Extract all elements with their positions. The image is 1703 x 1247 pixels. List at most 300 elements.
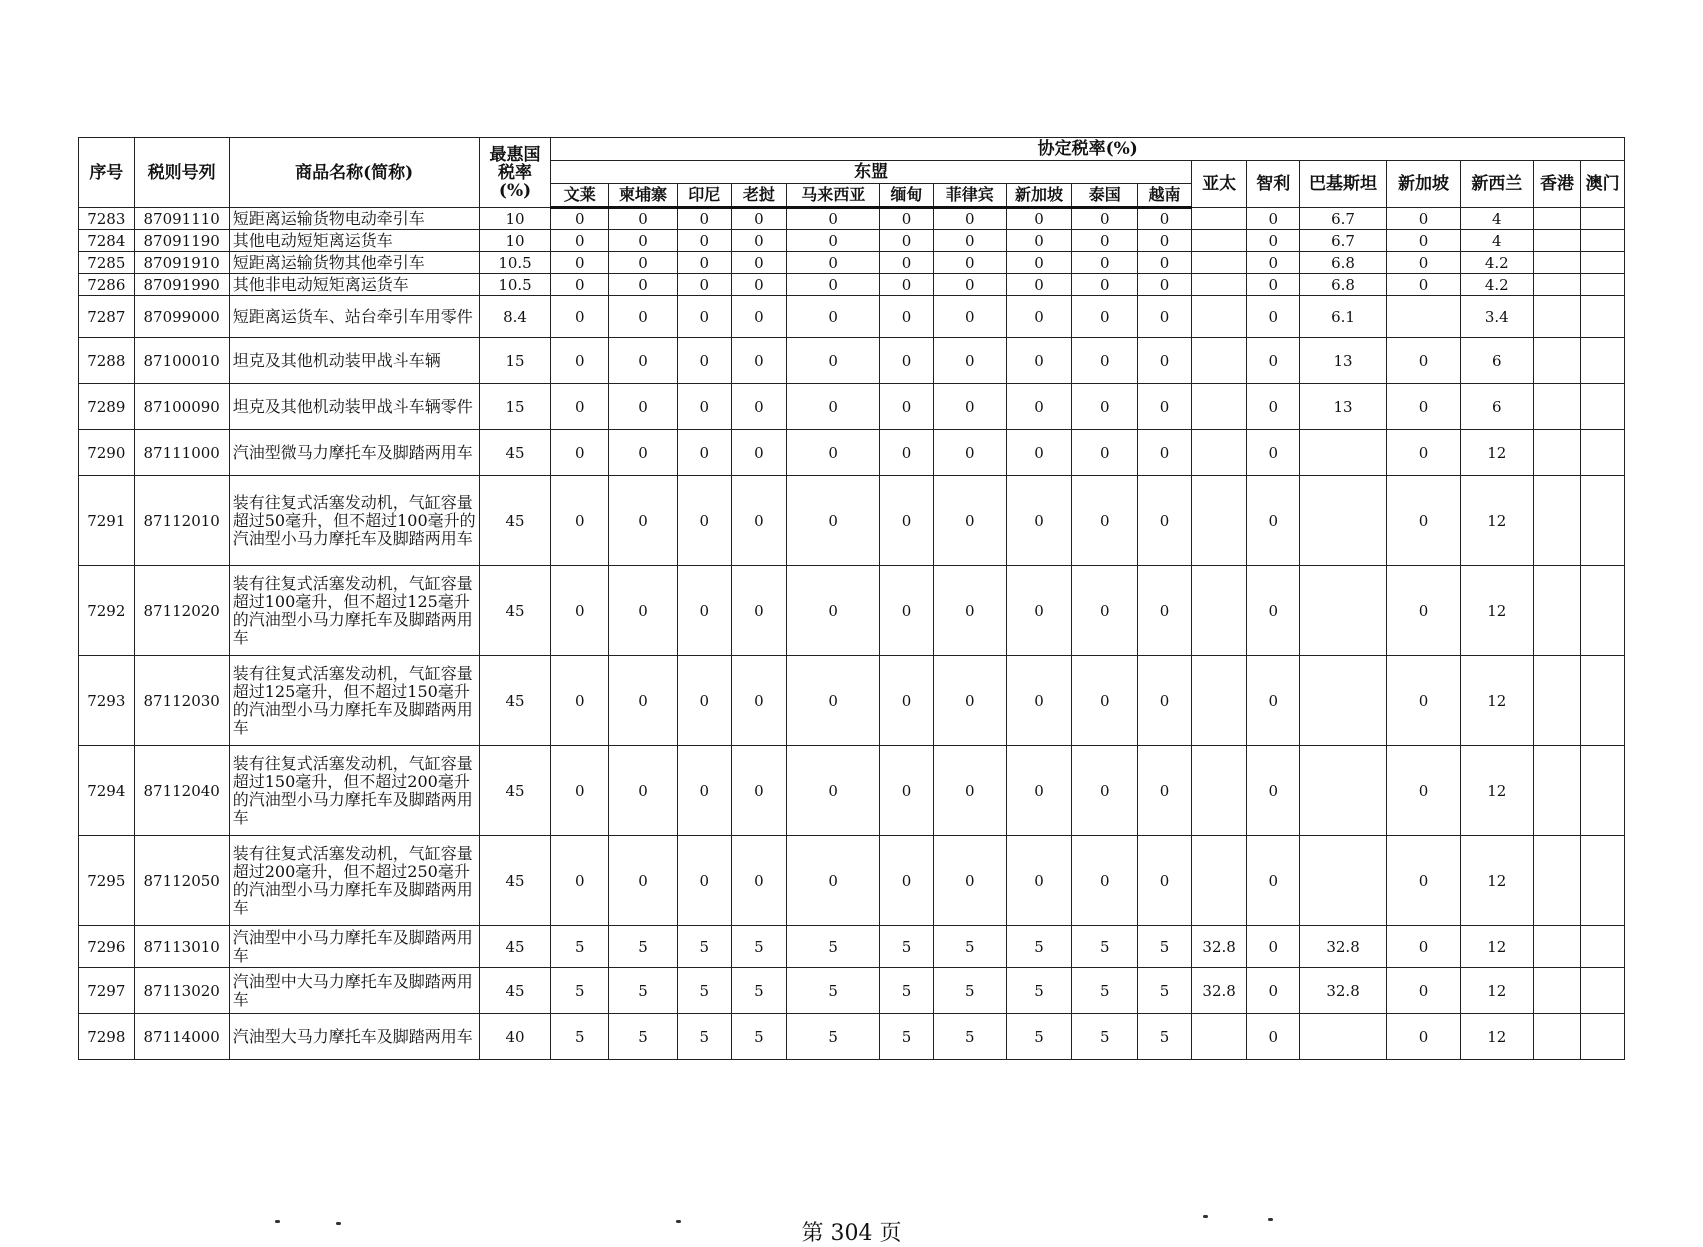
row-asean-rate: 0 — [933, 836, 1006, 926]
row-code: 87113020 — [134, 968, 229, 1014]
row-asean-rate: 5 — [1138, 1014, 1192, 1060]
row-asean-rate: 0 — [787, 252, 880, 274]
row-partner-rate: 0 — [1247, 430, 1300, 476]
row-partner-rate: 0 — [1387, 384, 1461, 430]
row-asean-rate: 5 — [609, 926, 678, 968]
row-asean-rate: 0 — [1072, 274, 1138, 296]
row-asean-rate: 0 — [933, 430, 1006, 476]
row-asean-rate: 0 — [1138, 230, 1192, 252]
row-asean-rate: 0 — [1006, 656, 1072, 746]
row-asean-rate: 0 — [731, 230, 787, 252]
row-asean-rate: 0 — [551, 476, 609, 566]
row-asean-rate: 0 — [731, 430, 787, 476]
row-asean-rate: 5 — [731, 1014, 787, 1060]
row-asean-rate: 5 — [880, 968, 934, 1014]
header-asean-country: 泰国 — [1072, 184, 1138, 208]
row-partner-rate: 6.7 — [1300, 208, 1387, 230]
row-partner-rate — [1581, 1014, 1625, 1060]
row-asean-rate: 0 — [1138, 566, 1192, 656]
row-asean-rate: 0 — [677, 476, 731, 566]
row-asean-rate: 0 — [609, 252, 678, 274]
row-asean-rate: 0 — [933, 476, 1006, 566]
row-asean-rate: 0 — [1006, 338, 1072, 384]
row-asean-rate: 0 — [787, 296, 880, 338]
row-asean-rate: 0 — [1006, 230, 1072, 252]
table-row — [79, 296, 1625, 338]
row-partner-rate — [1191, 338, 1247, 384]
row-asean-rate: 0 — [609, 296, 678, 338]
row-asean-rate: 0 — [1072, 230, 1138, 252]
row-asean-rate: 5 — [1006, 968, 1072, 1014]
row-asean-rate: 0 — [677, 430, 731, 476]
row-name: 汽油型微马力摩托车及脚踏两用车 — [229, 430, 479, 476]
tariff-table — [78, 137, 1625, 1060]
row-partner-rate — [1191, 296, 1247, 338]
row-partner-rate — [1581, 274, 1625, 296]
row-partner-rate — [1191, 656, 1247, 746]
row-partner-rate — [1533, 296, 1581, 338]
table-row — [79, 656, 1625, 746]
header-mfn-line3: (%) — [498, 180, 532, 201]
header-asean-country: 马来西亚 — [787, 184, 880, 208]
row-asean-rate: 0 — [787, 338, 880, 384]
row-partner-rate: 0 — [1247, 836, 1300, 926]
row-mfn-rate: 15 — [479, 384, 551, 430]
row-partner-rate: 4 — [1460, 230, 1533, 252]
row-asean-rate: 0 — [677, 208, 731, 230]
row-code: 87111000 — [134, 430, 229, 476]
row-name: 汽油型中大马力摩托车及脚踏两用车 — [229, 968, 479, 1014]
row-seq: 7285 — [79, 252, 135, 274]
row-asean-rate: 0 — [677, 836, 731, 926]
row-partner-rate — [1300, 566, 1387, 656]
row-mfn-rate: 10.5 — [479, 252, 551, 274]
row-seq: 7296 — [79, 926, 135, 968]
row-seq: 7287 — [79, 296, 135, 338]
row-partner-rate — [1581, 384, 1625, 430]
row-code: 87091910 — [134, 252, 229, 274]
table-row — [79, 926, 1625, 968]
row-mfn-rate: 10.5 — [479, 274, 551, 296]
table-body — [79, 208, 1625, 1060]
row-asean-rate: 0 — [933, 656, 1006, 746]
row-partner-rate: 0 — [1387, 476, 1461, 566]
row-partner-rate — [1191, 430, 1247, 476]
row-asean-rate: 0 — [551, 656, 609, 746]
row-name: 装有往复式活塞发动机，气缸容量超过100毫升，但不超过125毫升的汽油型小马力摩托车及脚踏两用车 — [229, 566, 479, 656]
table-row — [79, 1014, 1625, 1060]
header-asean-country: 老挝 — [731, 184, 787, 208]
row-asean-rate: 0 — [677, 274, 731, 296]
row-partner-rate — [1533, 430, 1581, 476]
row-asean-rate: 0 — [787, 384, 880, 430]
row-asean-rate: 0 — [1138, 252, 1192, 274]
row-partner-rate: 0 — [1387, 968, 1461, 1014]
row-partner-rate: 4.2 — [1460, 274, 1533, 296]
row-asean-rate: 0 — [933, 208, 1006, 230]
row-asean-rate: 0 — [1072, 746, 1138, 836]
row-asean-rate: 0 — [933, 384, 1006, 430]
row-seq: 7284 — [79, 230, 135, 252]
row-partner-rate — [1533, 208, 1581, 230]
row-asean-rate: 5 — [1006, 926, 1072, 968]
header-partner: 澳门 — [1581, 161, 1625, 208]
row-partner-rate: 0 — [1387, 230, 1461, 252]
row-asean-rate: 0 — [551, 566, 609, 656]
row-partner-rate — [1191, 230, 1247, 252]
row-asean-rate: 0 — [787, 430, 880, 476]
row-partner-rate: 4.2 — [1460, 252, 1533, 274]
row-code: 87091190 — [134, 230, 229, 252]
row-partner-rate — [1533, 836, 1581, 926]
row-mfn-rate: 45 — [479, 746, 551, 836]
row-partner-rate — [1191, 746, 1247, 836]
row-asean-rate: 0 — [731, 656, 787, 746]
header-asean-country: 柬埔寨 — [609, 184, 678, 208]
row-asean-rate: 0 — [880, 746, 934, 836]
row-partner-rate: 12 — [1460, 926, 1533, 968]
row-asean-rate: 0 — [787, 208, 880, 230]
row-code: 87112040 — [134, 746, 229, 836]
header-code: 税则号列 — [134, 138, 229, 208]
row-asean-rate: 5 — [677, 1014, 731, 1060]
table-row — [79, 566, 1625, 656]
row-asean-rate: 0 — [1138, 476, 1192, 566]
row-asean-rate: 5 — [1072, 926, 1138, 968]
row-name: 装有往复式活塞发动机，气缸容量超过50毫升，但不超过100毫升的汽油型小马力摩托车及脚踏两用车 — [229, 476, 479, 566]
header-partner: 巴基斯坦 — [1300, 161, 1387, 208]
row-asean-rate: 0 — [609, 230, 678, 252]
row-partner-rate: 0 — [1247, 338, 1300, 384]
row-code: 87112010 — [134, 476, 229, 566]
row-asean-rate: 0 — [880, 252, 934, 274]
table-row — [79, 230, 1625, 252]
row-asean-rate: 5 — [731, 968, 787, 1014]
row-mfn-rate: 10 — [479, 230, 551, 252]
row-asean-rate: 0 — [787, 836, 880, 926]
row-asean-rate: 0 — [731, 252, 787, 274]
row-partner-rate — [1300, 1014, 1387, 1060]
row-partner-rate: 12 — [1460, 746, 1533, 836]
row-seq: 7293 — [79, 656, 135, 746]
row-partner-rate: 6.8 — [1300, 252, 1387, 274]
row-asean-rate: 0 — [677, 656, 731, 746]
row-asean-rate: 0 — [880, 566, 934, 656]
row-asean-rate: 5 — [551, 1014, 609, 1060]
row-asean-rate: 0 — [880, 430, 934, 476]
row-partner-rate: 0 — [1387, 1014, 1461, 1060]
row-asean-rate: 0 — [1006, 252, 1072, 274]
row-partner-rate: 0 — [1247, 656, 1300, 746]
table-row — [79, 274, 1625, 296]
row-partner-rate — [1581, 656, 1625, 746]
row-partner-rate: 0 — [1247, 296, 1300, 338]
row-partner-rate — [1581, 926, 1625, 968]
row-asean-rate: 5 — [1138, 968, 1192, 1014]
row-partner-rate — [1581, 230, 1625, 252]
row-asean-rate: 5 — [1006, 1014, 1072, 1060]
row-mfn-rate: 45 — [479, 656, 551, 746]
header-seq: 序号 — [79, 138, 135, 208]
row-partner-rate — [1533, 338, 1581, 384]
table-row — [79, 746, 1625, 836]
row-partner-rate — [1533, 384, 1581, 430]
row-asean-rate: 0 — [731, 476, 787, 566]
row-asean-rate: 0 — [1138, 746, 1192, 836]
header-partner: 香港 — [1533, 161, 1581, 208]
row-asean-rate: 5 — [551, 968, 609, 1014]
row-asean-rate: 0 — [1072, 656, 1138, 746]
row-asean-rate: 5 — [933, 926, 1006, 968]
row-partner-rate — [1581, 476, 1625, 566]
row-asean-rate: 0 — [880, 208, 934, 230]
row-seq: 7297 — [79, 968, 135, 1014]
row-mfn-rate: 8.4 — [479, 296, 551, 338]
header-partner: 新西兰 — [1460, 161, 1533, 208]
row-partner-rate: 0 — [1247, 476, 1300, 566]
row-partner-rate: 0 — [1387, 566, 1461, 656]
row-asean-rate: 5 — [1138, 926, 1192, 968]
row-asean-rate: 0 — [609, 566, 678, 656]
row-partner-rate — [1533, 1014, 1581, 1060]
row-asean-rate: 0 — [1138, 384, 1192, 430]
row-partner-rate: 0 — [1387, 656, 1461, 746]
row-name: 坦克及其他机动装甲战斗车辆 — [229, 338, 479, 384]
row-asean-rate: 0 — [933, 566, 1006, 656]
row-partner-rate: 0 — [1247, 746, 1300, 836]
row-asean-rate: 5 — [677, 926, 731, 968]
row-partner-rate — [1533, 926, 1581, 968]
row-asean-rate: 0 — [551, 208, 609, 230]
row-partner-rate: 12 — [1460, 656, 1533, 746]
row-asean-rate: 0 — [933, 338, 1006, 384]
row-partner-rate — [1191, 274, 1247, 296]
row-name: 其他非电动短矩离运货车 — [229, 274, 479, 296]
header-asean-country: 印尼 — [677, 184, 731, 208]
row-code: 87112030 — [134, 656, 229, 746]
row-seq: 7289 — [79, 384, 135, 430]
row-asean-rate: 0 — [1138, 208, 1192, 230]
row-partner-rate — [1533, 252, 1581, 274]
row-asean-rate: 0 — [880, 296, 934, 338]
row-asean-rate: 5 — [933, 1014, 1006, 1060]
row-name: 装有往复式活塞发动机，气缸容量超过200毫升，但不超过250毫升的汽油型小马力摩托车及脚踏两用车 — [229, 836, 479, 926]
row-asean-rate: 0 — [880, 384, 934, 430]
row-asean-rate: 0 — [880, 230, 934, 252]
row-asean-rate: 0 — [1072, 252, 1138, 274]
row-asean-rate: 0 — [609, 274, 678, 296]
row-asean-rate: 0 — [787, 656, 880, 746]
row-partner-rate — [1533, 274, 1581, 296]
row-mfn-rate: 45 — [479, 968, 551, 1014]
row-partner-rate: 0 — [1387, 746, 1461, 836]
row-code: 87112050 — [134, 836, 229, 926]
page-number: 第 304 页 — [801, 1221, 902, 1246]
table-row — [79, 476, 1625, 566]
row-asean-rate: 0 — [731, 274, 787, 296]
row-code: 87100090 — [134, 384, 229, 430]
row-mfn-rate: 45 — [479, 476, 551, 566]
row-partner-rate — [1533, 566, 1581, 656]
row-asean-rate: 0 — [1138, 296, 1192, 338]
row-partner-rate: 0 — [1387, 274, 1461, 296]
row-asean-rate: 0 — [551, 746, 609, 836]
row-asean-rate: 0 — [880, 656, 934, 746]
row-asean-rate: 0 — [677, 252, 731, 274]
row-mfn-rate: 45 — [479, 836, 551, 926]
header-partner: 亚太 — [1191, 161, 1247, 208]
row-partner-rate: 12 — [1460, 836, 1533, 926]
row-partner-rate — [1191, 208, 1247, 230]
row-asean-rate: 0 — [731, 566, 787, 656]
row-partner-rate — [1300, 430, 1387, 476]
row-asean-rate: 0 — [731, 208, 787, 230]
row-asean-rate: 0 — [1006, 476, 1072, 566]
row-asean-rate: 0 — [731, 296, 787, 338]
header-asean: 东盟 — [551, 161, 1191, 184]
row-asean-rate: 0 — [677, 566, 731, 656]
row-seq: 7292 — [79, 566, 135, 656]
row-partner-rate: 32.8 — [1300, 968, 1387, 1014]
row-code: 87114000 — [134, 1014, 229, 1060]
row-asean-rate: 0 — [1072, 296, 1138, 338]
row-partner-rate — [1300, 656, 1387, 746]
row-asean-rate: 0 — [1138, 430, 1192, 476]
table-row — [79, 208, 1625, 230]
row-name: 汽油型大马力摩托车及脚踏两用车 — [229, 1014, 479, 1060]
row-asean-rate: 5 — [787, 968, 880, 1014]
row-code: 87099000 — [134, 296, 229, 338]
row-name: 其他电动短矩离运货车 — [229, 230, 479, 252]
row-asean-rate: 0 — [609, 338, 678, 384]
header-asean-country: 新加坡 — [1006, 184, 1072, 208]
row-asean-rate: 0 — [1006, 566, 1072, 656]
row-asean-rate: 5 — [787, 926, 880, 968]
row-partner-rate — [1533, 656, 1581, 746]
row-partner-rate: 0 — [1247, 208, 1300, 230]
row-partner-rate: 13 — [1300, 384, 1387, 430]
row-mfn-rate: 40 — [479, 1014, 551, 1060]
row-asean-rate: 0 — [551, 384, 609, 430]
row-asean-rate: 5 — [880, 926, 934, 968]
row-partner-rate — [1581, 968, 1625, 1014]
row-asean-rate: 0 — [609, 836, 678, 926]
row-partner-rate: 0 — [1247, 274, 1300, 296]
row-mfn-rate: 15 — [479, 338, 551, 384]
row-seq: 7295 — [79, 836, 135, 926]
row-asean-rate: 0 — [787, 476, 880, 566]
row-asean-rate: 0 — [1138, 836, 1192, 926]
row-asean-rate: 0 — [1006, 384, 1072, 430]
row-asean-rate: 0 — [551, 274, 609, 296]
row-name: 装有往复式活塞发动机，气缸容量超过125毫升，但不超过150毫升的汽油型小马力摩托车及脚踏两用车 — [229, 656, 479, 746]
row-seq: 7290 — [79, 430, 135, 476]
row-asean-rate: 5 — [787, 1014, 880, 1060]
row-mfn-rate: 10 — [479, 208, 551, 230]
row-asean-rate: 5 — [880, 1014, 934, 1060]
row-asean-rate: 0 — [1006, 430, 1072, 476]
row-partner-rate: 0 — [1247, 1014, 1300, 1060]
row-partner-rate — [1581, 566, 1625, 656]
row-partner-rate: 0 — [1387, 836, 1461, 926]
row-partner-rate — [1387, 296, 1461, 338]
row-partner-rate — [1533, 746, 1581, 836]
row-partner-rate: 13 — [1300, 338, 1387, 384]
row-asean-rate: 5 — [551, 926, 609, 968]
row-partner-rate: 0 — [1387, 338, 1461, 384]
row-partner-rate — [1581, 836, 1625, 926]
row-partner-rate — [1533, 476, 1581, 566]
row-partner-rate — [1191, 1014, 1247, 1060]
row-asean-rate: 0 — [551, 430, 609, 476]
row-asean-rate: 0 — [609, 384, 678, 430]
row-asean-rate: 0 — [1072, 338, 1138, 384]
row-partner-rate — [1300, 476, 1387, 566]
row-partner-rate — [1581, 430, 1625, 476]
row-asean-rate: 0 — [609, 476, 678, 566]
row-partner-rate: 0 — [1247, 566, 1300, 656]
row-asean-rate: 0 — [1138, 274, 1192, 296]
row-partner-rate — [1581, 208, 1625, 230]
row-partner-rate: 6 — [1460, 338, 1533, 384]
row-asean-rate: 0 — [609, 430, 678, 476]
row-partner-rate: 32.8 — [1191, 926, 1247, 968]
row-code: 87091990 — [134, 274, 229, 296]
row-asean-rate: 0 — [677, 746, 731, 836]
row-partner-rate — [1581, 296, 1625, 338]
row-asean-rate: 0 — [1006, 836, 1072, 926]
row-asean-rate: 0 — [1072, 430, 1138, 476]
row-asean-rate: 0 — [677, 296, 731, 338]
row-asean-rate: 0 — [609, 746, 678, 836]
row-partner-rate — [1191, 836, 1247, 926]
table-row — [79, 968, 1625, 1014]
row-asean-rate: 5 — [1072, 1014, 1138, 1060]
header-agreement: 协定税率(%) — [551, 138, 1625, 161]
row-partner-rate — [1300, 746, 1387, 836]
row-partner-rate — [1191, 476, 1247, 566]
row-name: 短距离运输货物其他牵引车 — [229, 252, 479, 274]
row-asean-rate: 0 — [551, 338, 609, 384]
row-asean-rate: 5 — [1072, 968, 1138, 1014]
row-name: 短距离运输货物电动牵引车 — [229, 208, 479, 230]
row-mfn-rate: 45 — [479, 566, 551, 656]
header-asean-country: 缅甸 — [880, 184, 934, 208]
row-partner-rate: 6.1 — [1300, 296, 1387, 338]
row-partner-rate: 0 — [1247, 926, 1300, 968]
table-row — [79, 836, 1625, 926]
header-mfn-line2: 税率 — [498, 162, 533, 183]
row-asean-rate: 0 — [731, 338, 787, 384]
row-asean-rate: 5 — [731, 926, 787, 968]
row-asean-rate: 0 — [787, 746, 880, 836]
row-partner-rate: 4 — [1460, 208, 1533, 230]
row-asean-rate: 0 — [787, 230, 880, 252]
row-code: 87112020 — [134, 566, 229, 656]
row-asean-rate: 0 — [731, 384, 787, 430]
row-partner-rate — [1581, 252, 1625, 274]
row-mfn-rate: 45 — [479, 926, 551, 968]
header-name: 商品名称(简称) — [229, 138, 479, 208]
row-partner-rate — [1300, 836, 1387, 926]
row-partner-rate: 12 — [1460, 566, 1533, 656]
table-row — [79, 430, 1625, 476]
row-seq: 7286 — [79, 274, 135, 296]
row-asean-rate: 0 — [1072, 476, 1138, 566]
row-asean-rate: 0 — [787, 274, 880, 296]
row-asean-rate: 0 — [880, 836, 934, 926]
row-partner-rate — [1581, 746, 1625, 836]
